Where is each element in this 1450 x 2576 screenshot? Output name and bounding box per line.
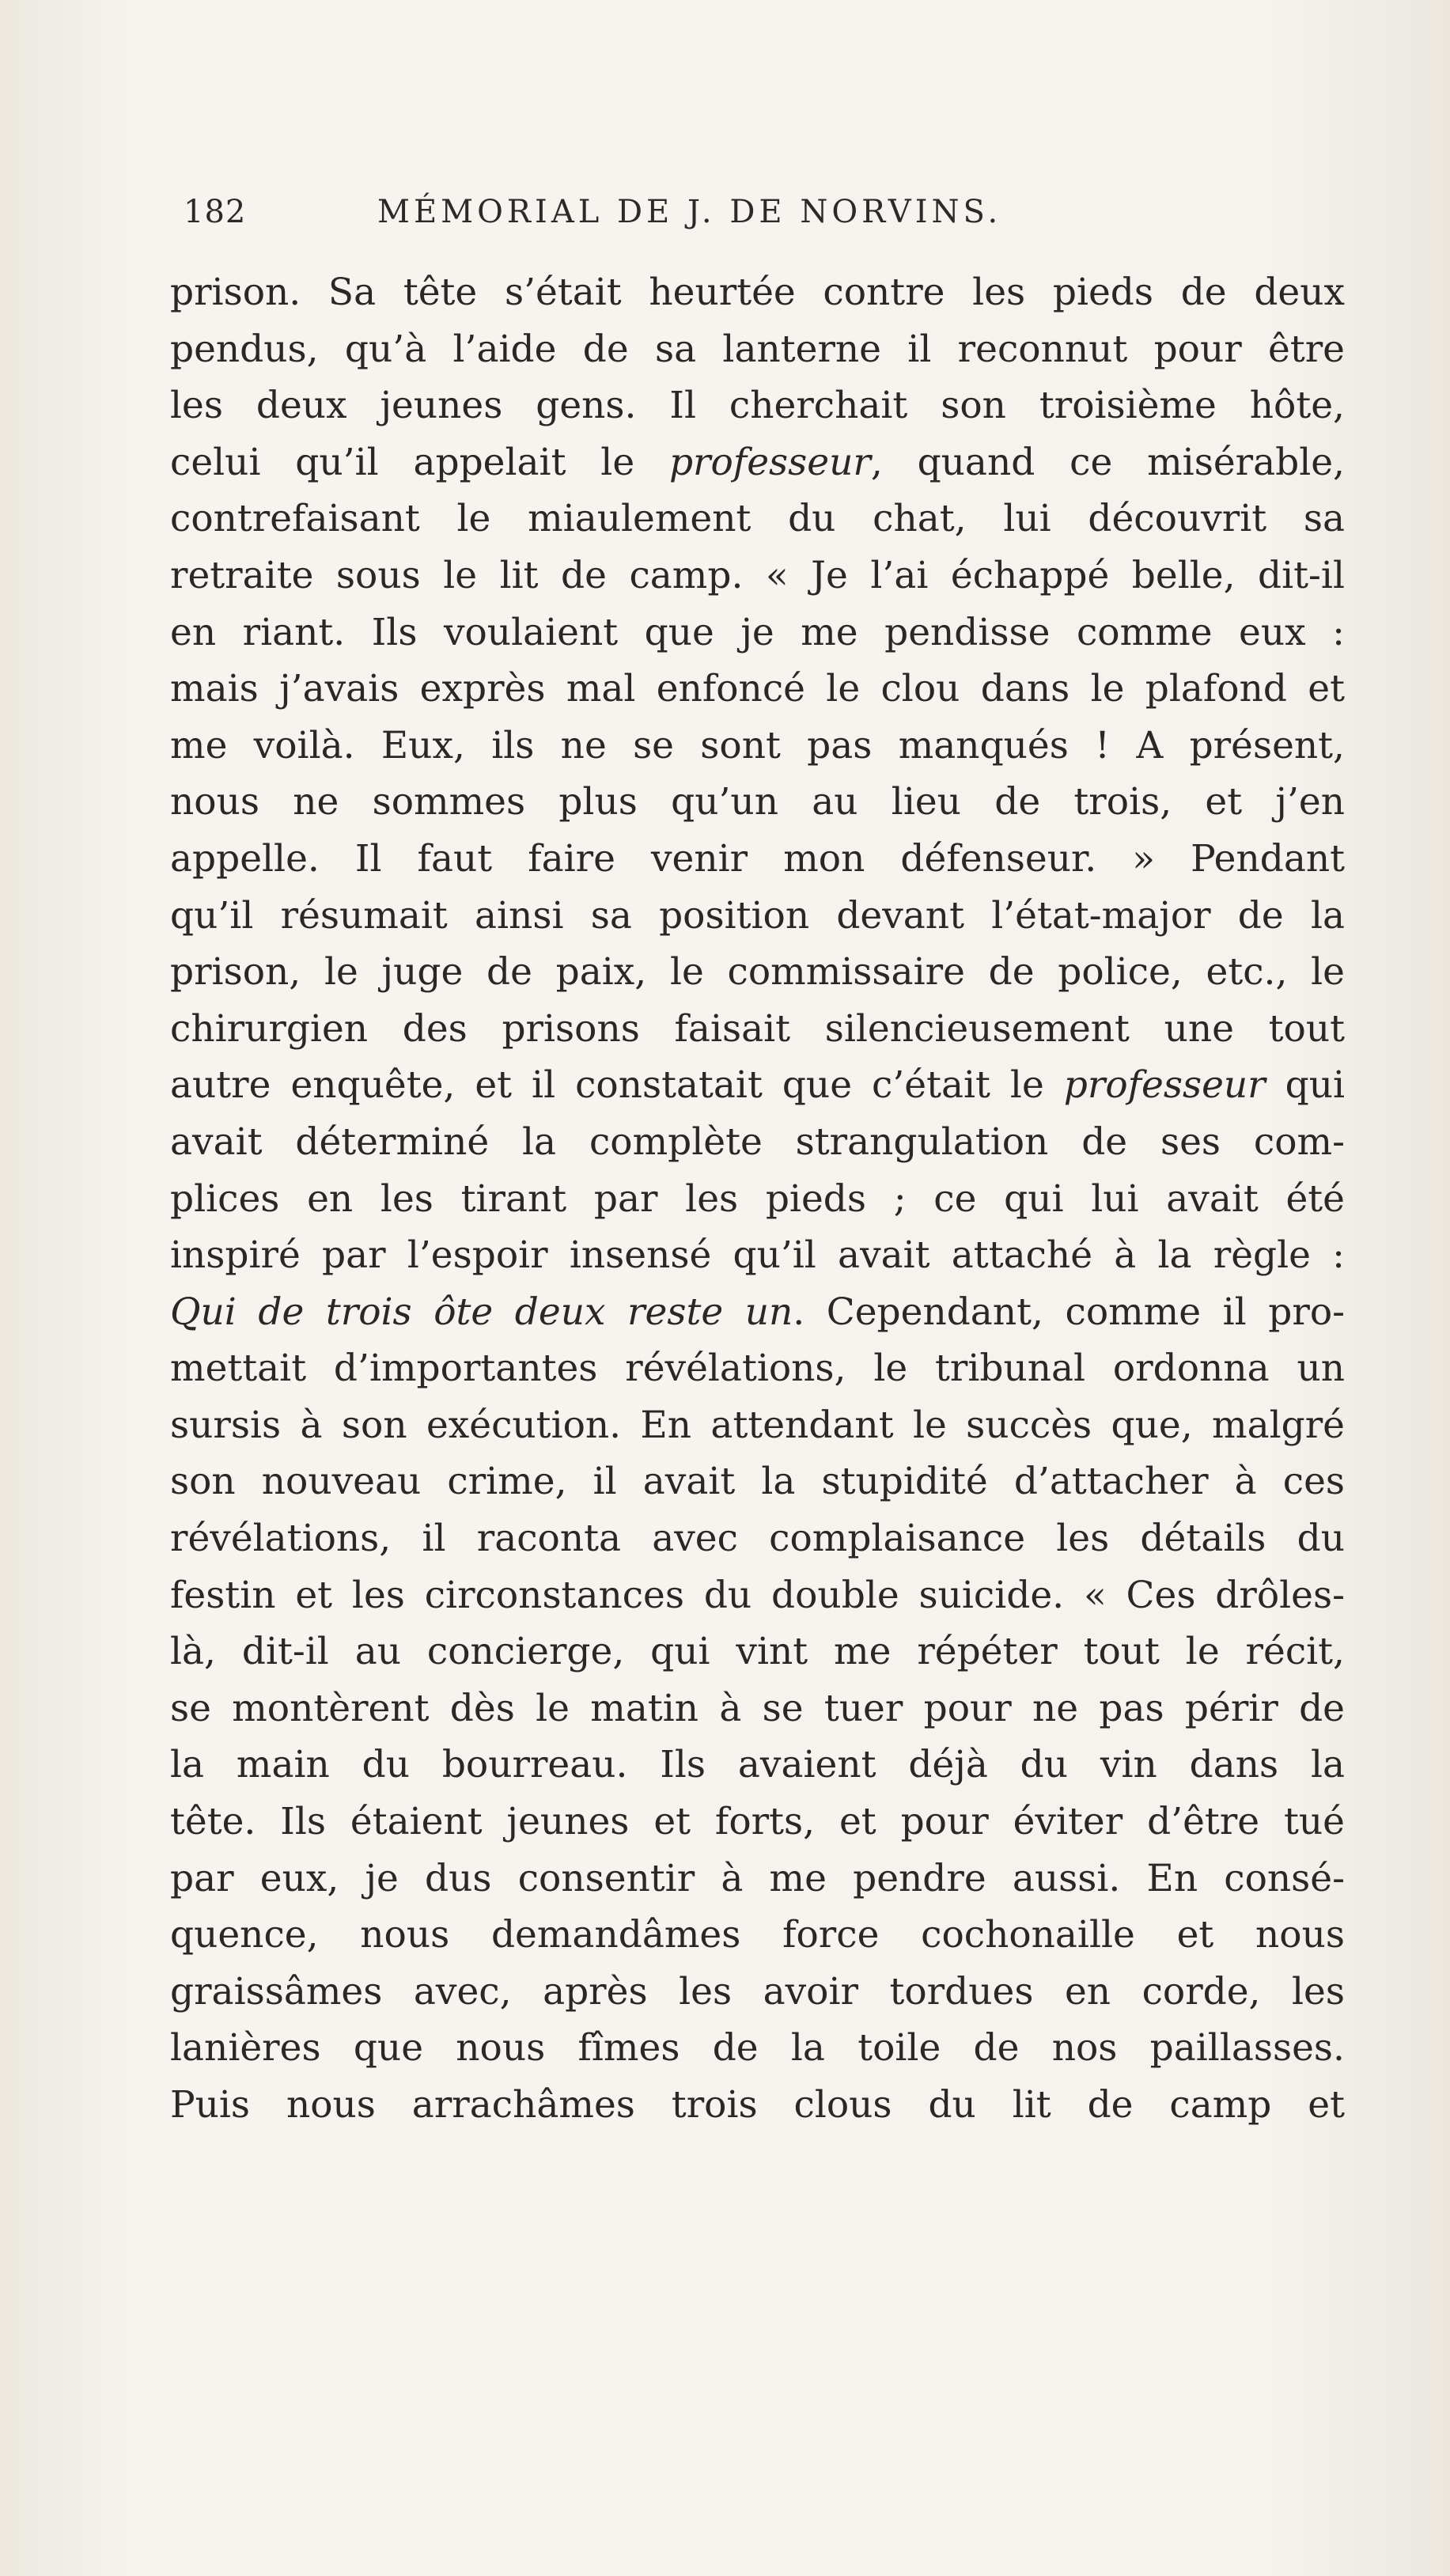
text-line: [170, 1567, 1345, 1624]
text-segment: se montèrent dès le matin à se tuer pour ne pas périr de: [170, 1686, 1345, 1730]
text-segment: retraite sous le lit de camp. « Je l’ai échappé belle, dit-il: [170, 553, 1345, 597]
running-title: MÉMORIAL DE J. DE NORVINS.: [377, 194, 1002, 230]
text-segment: appelle. Il faut faire venir mon défenseur. » Pendant: [170, 836, 1345, 881]
text-line: [170, 1057, 1345, 1114]
text-segment: . Cependant, comme il pro-: [793, 1290, 1345, 1334]
text-segment: révélations, il raconta avec complaisance les détails du: [170, 1517, 1345, 1561]
text-segment: contrefaisant le miaulement du chat, lui découvrit sa: [170, 497, 1345, 541]
text-line: [170, 661, 1345, 718]
text-line: [170, 547, 1345, 604]
text-line: [170, 1737, 1345, 1794]
text-segment: prison. Sa tête s’était heurtée contre les pieds de deux: [170, 271, 1345, 314]
text-line: [170, 831, 1345, 888]
text-segment: plices en les tirant par les pieds ; ce qui lui avait été: [170, 1176, 1345, 1221]
text-segment: graissâmes avec, après les avoir tordues en corde, les: [170, 1969, 1345, 2013]
text-segment: prison, le juge de paix, le commissaire de police, etc., le: [170, 950, 1345, 994]
text-line: [170, 1171, 1345, 1228]
text-line: [170, 1851, 1345, 1907]
text-segment: lanières que nous fîmes de la toile de nos paillasses.: [170, 2026, 1345, 2070]
text-segment: chirurgien des prisons faisait silencieusement une tout: [170, 1006, 1345, 1051]
text-segment: mais j’avais exprès mal enfoncé le clou dans le plafond et: [170, 667, 1345, 711]
italic-text: professeur: [1063, 1063, 1266, 1108]
text-line: [170, 264, 1345, 321]
text-segment: qui: [1265, 1063, 1346, 1108]
text-line: [170, 1453, 1345, 1510]
text-segment: son nouveau crime, il avait la stupidité d’attacher à ces: [170, 1460, 1345, 1504]
text-line: [170, 1340, 1345, 1397]
text-segment: nous ne sommes plus qu’un au lieu de trois, et j’en: [170, 780, 1345, 824]
text-segment: avait déterminé la complète strangulation de ses com-: [170, 1119, 1345, 1164]
text-line: [170, 1907, 1345, 1964]
text-line: [170, 1510, 1345, 1567]
italic-text: Qui de trois ôte deux reste un: [170, 1290, 793, 1334]
text-line: [170, 434, 1345, 491]
text-segment: celui qu’il appelait le: [170, 440, 669, 484]
text-segment: les deux jeunes gens. Il cherchait son troisième hôte,: [170, 384, 1345, 428]
italic-text: professeur: [668, 440, 871, 484]
text-segment: par eux, je dus consentir à me pendre aussi. En consé-: [170, 1856, 1345, 1900]
text-line: [170, 944, 1345, 1001]
text-line: [170, 774, 1345, 831]
text-segment: autre enquête, et il constatait que c’était le: [170, 1063, 1064, 1108]
text-line: [170, 1114, 1345, 1171]
text-segment: , quand ce misérable,: [870, 440, 1345, 484]
text-line: [170, 1284, 1345, 1341]
text-segment: inspiré par l’espoir insensé qu’il avait attaché à la règle :: [170, 1233, 1345, 1278]
page-header: [184, 194, 1346, 249]
text-line: [170, 1680, 1345, 1737]
text-segment: festin et les circonstances du double suicide. « Ces drôles-: [170, 1573, 1345, 1617]
text-segment: tête. Ils étaient jeunes et forts, et pour éviter d’être tué: [170, 1800, 1345, 1844]
text-line: [170, 1227, 1345, 1284]
text-segment: sursis à son exécution. En attendant le succès que, malgré: [170, 1403, 1345, 1447]
text-line: [170, 1397, 1345, 1454]
text-segment: Puis nous arrachâmes trois clous du lit de camp et: [170, 2083, 1345, 2127]
text-segment: en riant. Ils voulaient que je me pendisse comme eux :: [170, 610, 1345, 654]
text-line: [170, 1001, 1345, 1058]
text-line: [170, 491, 1345, 547]
text-line: [170, 377, 1345, 434]
body-text: [170, 264, 1345, 2134]
text-line: [170, 888, 1345, 945]
text-segment: mettait d’importantes révélations, le tribunal ordonna un: [170, 1347, 1345, 1391]
text-segment: qu’il résumait ainsi sa position devant l’état-major de la: [170, 893, 1345, 938]
text-line: [170, 2020, 1345, 2077]
text-line: [170, 2077, 1345, 2134]
text-segment: la main du bourreau. Ils avaient déjà du vin dans la: [170, 1743, 1345, 1787]
text-segment: pendus, qu’à l’aide de sa lanterne il reconnut pour être: [170, 327, 1345, 371]
page-number: 182: [184, 194, 247, 230]
text-line: [170, 1964, 1345, 2021]
text-line: [170, 1794, 1345, 1851]
text-line: [170, 604, 1345, 661]
text-segment: quence, nous demandâmes force cochonaille et nous: [170, 1913, 1345, 1957]
text-line: [170, 718, 1345, 775]
text-line: [170, 1623, 1345, 1680]
text-line: [170, 321, 1345, 378]
text-segment: me voilà. Eux, ils ne se sont pas manqués ! A présent,: [170, 723, 1345, 767]
text-segment: là, dit-il au concierge, qui vint me répéter tout le récit,: [170, 1630, 1345, 1674]
